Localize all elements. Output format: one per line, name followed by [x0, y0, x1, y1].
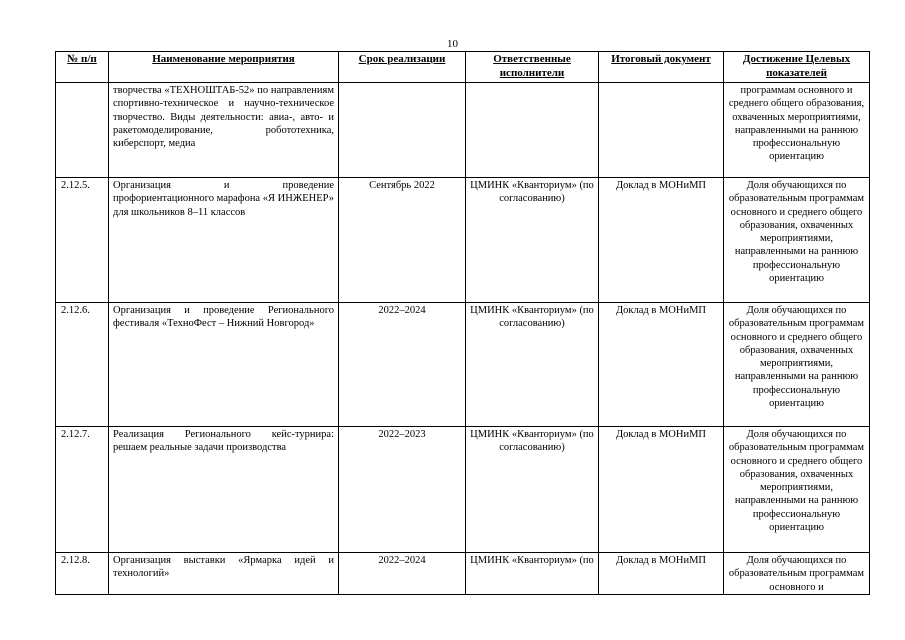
row-executors: ЦМИНК «Кванториум» (по согласованию): [466, 178, 599, 303]
header-document: Итоговый документ: [599, 52, 724, 83]
row-target: Доля обучающихся по образовательным программам основного и среднего общего образования, охваченных мероприятиями, направленными на раннюю профессиональную ориентацию: [724, 178, 870, 303]
row-target: Доля обучающихся по образовательным программам основного и: [724, 553, 870, 595]
row-document: Доклад в МОНиМП: [599, 553, 724, 595]
row-period: 2022–2024: [339, 303, 466, 427]
header-executors: Ответственные исполнители: [466, 52, 599, 83]
row-number: 2.12.7.: [56, 427, 109, 553]
row-period: Сентябрь 2022: [339, 178, 466, 303]
header-event-name: Наименование мероприятия: [109, 52, 339, 83]
page-number: 10: [447, 38, 458, 50]
row-period: 2022–2024: [339, 553, 466, 595]
table-row: [56, 178, 870, 303]
row-executors: ЦМИНК «Кванториум» (по согласованию): [466, 427, 599, 553]
table-row: [56, 303, 870, 427]
row-event-name: Реализация Регионального кейс-турнира: решаем реальные задачи производства: [109, 427, 339, 553]
row-number: 2.12.5.: [56, 178, 109, 303]
row-executors: ЦМИНК «Кванториум» (по согласованию): [466, 303, 599, 427]
row-executors: ЦМИНК «Кванториум» (по: [466, 553, 599, 595]
row-number: [56, 83, 109, 178]
table-row: [56, 427, 870, 553]
row-period: 2022–2023: [339, 427, 466, 553]
row-number: 2.12.6.: [56, 303, 109, 427]
header-target: Достижение Целевых показателей: [724, 52, 870, 83]
table-row: [56, 553, 870, 595]
header-number: № п/п: [56, 52, 109, 83]
row-document: Доклад в МОНиМП: [599, 427, 724, 553]
row-target: Доля обучающихся по образовательным программам основного и среднего общего образования, охваченных мероприятиями, направленными на раннюю профессиональную ориентацию: [724, 427, 870, 553]
row-event-name: Организация и проведение профориентационного марафона «Я ИНЖЕНЕР» для школьников 8–11 классов: [109, 178, 339, 303]
row-event-name: Организация выставки «Ярмарка идей и технологий»: [109, 553, 339, 595]
row-event-name: Организация и проведение Регионального фестиваля «ТехноФест – Нижний Новгород»: [109, 303, 339, 427]
row-target: программам основного и среднего общего образования, охваченных мероприятиями, направленными на раннюю профессиональную ориентацию: [724, 83, 870, 178]
row-document: Доклад в МОНиМП: [599, 178, 724, 303]
row-document: Доклад в МОНиМП: [599, 303, 724, 427]
row-document: [599, 83, 724, 178]
row-executors: [466, 83, 599, 178]
table-header-row: [56, 52, 870, 83]
row-event-name: творчества «ТЕХНОШТАБ-52» по направлениям спортивно-техническое и научно-техническое творчество. Виды деятельности: авиа-, авто- и ракетомоделирование, робототехника, киберспорт, медиа: [109, 83, 339, 178]
events-table: [55, 51, 870, 595]
row-period: [339, 83, 466, 178]
row-number: 2.12.8.: [56, 553, 109, 595]
header-period: Срок реализации: [339, 52, 466, 83]
row-target: Доля обучающихся по образовательным программам основного и среднего общего образования, охваченных мероприятиями, направленными на раннюю профессиональную ориентацию: [724, 303, 870, 427]
table-row: [56, 83, 870, 178]
